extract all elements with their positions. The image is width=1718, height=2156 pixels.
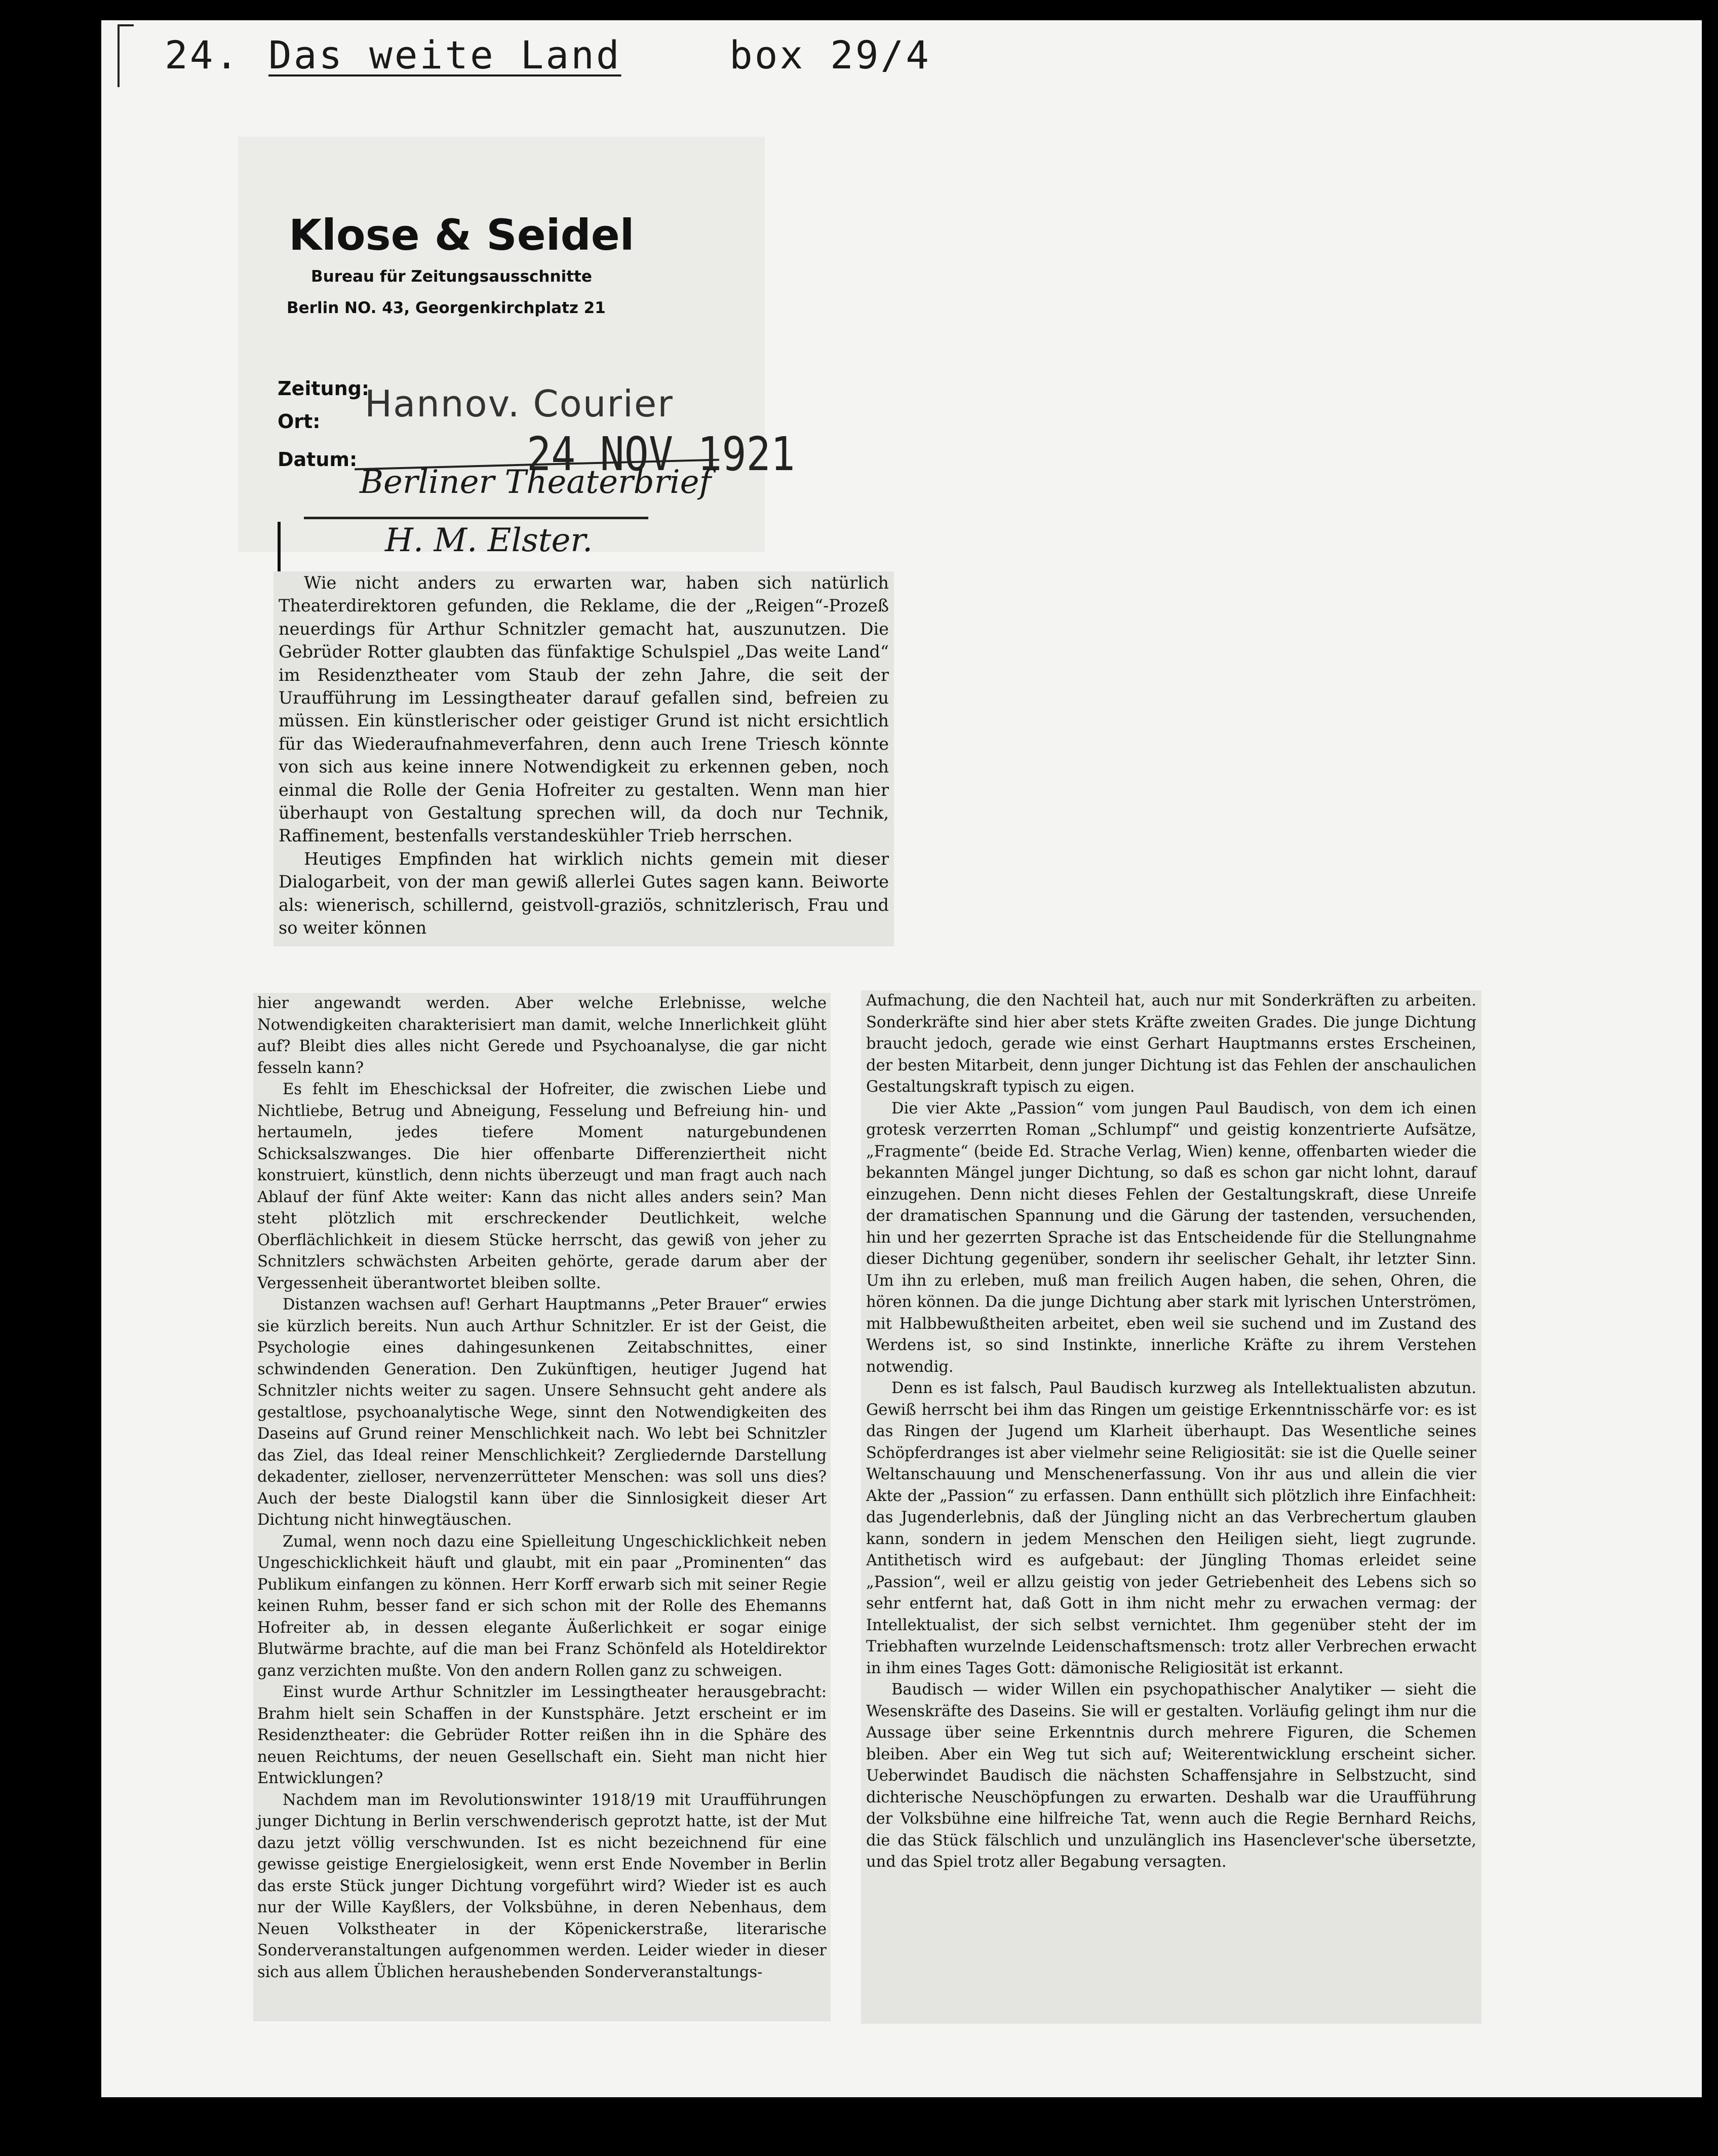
stamp-address: Berlin NO. 43, Georgenkirchplatz 21 <box>287 299 606 317</box>
handwritten-title: Berliner Theaterbrief <box>360 464 712 501</box>
article-paragraph: Wie nicht anders zu erwarten war, haben sich natürlich Theaterdirektoren gefunden, die Reklame, die der „Reigen“-Prozeß neuerdings für Arthur Schnitzler gemacht hat, auszunutzen. Die Gebrüder Rotter glaubten das fünfaktige Schulspiel „Das weite Land“ im Residenztheater vom Staub der zehn Jahre, die seit der Uraufführung im Lessingtheater darauf gefallen sind, befreien zu müssen. Ein künstlerischer oder geistiger Grund ist nicht ersichtlich für das Wiederaufnahmeverfahren, denn auch Irene Triesch könnte von sich aus keine innere Notwendigkeit zu erkennen geben, noch einmal die Rolle der Genia Hofreiter zu gestalten. Wenn man hier überhaupt von Gestaltung sprechen will, da doch nur Technik, Raffinement, bestenfalls verstandeskühler Trieb herrschen. <box>279 573 889 846</box>
label-place: Ort: <box>278 410 321 433</box>
article-paragraph: Baudisch — wider Willen ein psychopathischer Analytiker — sieht die Wesenskräfte des Daseins. Sie will er gestalten. Vorläufig gelingt ihm nur die Aussage über seine Erkenntnis durch mehrere Figuren, die Schemen bleiben. Aber ein Weg tut sich auf; Weiterentwicklung erscheint sicher. Ueberwindet Baudisch die nächsten Schaffensjahre in Selbstzucht, sind dichterische Neuschöpfungen zu erwarten. Deshalb war die Uraufführung der Volksbühne eine hilfreiche Tat, wenn auch die Regie Bernhard Reichs, die das Stück fälschlich und unzulänglich ins Hasenclever'sche übersetzte, und das Spiel trotz aller Begabung versagten. <box>866 1681 1476 1871</box>
corner-bracket <box>118 24 134 87</box>
article-paragraph: Zumal, wenn noch dazu eine Spielleitung Ungeschicklichkeit neben Ungeschicklichkeit häuft und glaubt, mit ein paar „Prominenten“ das Publikum einfangen zu können. Herr Korff erwarb sich mit seiner Regie keinen Ruhm, besser fand er sich schon mit der Rolle des Ehemanns Hofreiter ab, in dessen elegante Äußerlichkeit er sogar einige Blutwärme brachte, auf die man bei Franz Schönfeld als Hoteldirektor ganz verzichten mußte. Von den andern Rollen ganz zu schweigen. <box>257 1532 827 1680</box>
article-paragraph: Nachdem man im Revolutionswinter 1918/19 mit Uraufführungen junger Dichtung in Berlin verschwenderisch geprotzt hatte, ist der Mut dazu jetzt völlig verschwunden. Ist es nicht bezeichnend für eine gewisse geistige Energielosigkeit, wenn erst Ende November in Berlin das erste Stück junger Dichtung vorgeführt wird? Wieder ist es auch nur der Wille Kayßlers, der Volksbühne, in deren Nebenhaus, dem Neuen Volkstheater in der Köpenickerstraße, literarische Sonderveranstaltungen aufgenommen werden. Leider wieder in dieser sich aus allem Üblichen heraushebenden Sonderveranstaltungs- <box>257 1791 827 1981</box>
article-paragraph: Es fehlt im Eheschicksal der Hofreiter, die zwischen Liebe und Nichtliebe, Betrug und Abneigung, Fesselung und Befreiung hin- und hertaumeln, jedes tiefere Moment naturgebundenen Schicksalszwanges. Die hier offenbarte Differenziertheit nicht konstruiert, künstlich, denn nichts überzeugt und man fragt auch nach Ablauf der fünf Akte weiter: Kann das nicht alles anders sein? Man steht plötzlich mit erschreckender Deutlichkeit, welche Oberflächlichkeit in diesem Stücke herrscht, das gewiß von jeher zu Schnitzlers schwächsten Arbeiten gehörte, gerade darum aber der Vergessenheit überantwortet bleiben sollte. <box>257 1081 827 1292</box>
newspaper-name-stamp: Hannov. Courier <box>365 382 674 425</box>
handwritten-underline <box>304 517 648 519</box>
article-paragraph: Heutiges Empfinden hat wirklich nichts gemein mit dieser Dialogarbeit, von der man gewiß allerlei Gutes sagen kann. Beiworte als: wienerisch, schillernd, geistvoll-graziös, schnitzlerisch, Frau und so weiter können <box>279 849 889 938</box>
article-clip-right <box>861 990 1481 2024</box>
article-paragraph: Die vier Akte „Passion“ vom jungen Paul Baudisch, von dem ich einen grotesk verzerrten Roman „Schlumpf“ und geistig konzentrierte Aufsätze, „Fragmente“ (beide Ed. Strache Verlag, Wien) kenne, offenbarten wieder die bekannten Mängel junger Dichtung, so daß es schon gar nicht lohnt, darauf einzugehen. Denn nicht dieses Fehlen der Gestaltungskraft, diese Unreife der dramatischen Spannung und die Gärung der tastenden, versuchenden, hin und her gezerrten Sprache ist das Entscheidende für die Stellungnahme dieser Dichtung gegenüber, sondern ihr seelischer Gehalt, ihr letzter Sinn. Um ihn zu erleben, muß man freilich Augen haben, die sehen, Ohren, die hören können. Da die junge Dichtung aber stark mit lyrischen Unterströmen, mit Halbbewußtheiten arbeitet, eben weil sie suchend und im Zustand des Werdens ist, so sind Instinkte, innerliche Kräfte zu ihrem Verstehen notwendig. <box>866 1099 1476 1376</box>
stamp-company: Klose & Seidel <box>289 210 635 260</box>
article-paragraph: Einst wurde Arthur Schnitzler im Lessingtheater herausgebracht: Brahm hielt sein Schaffen in der Kunstsphäre. Jetzt erscheint er im Residenztheater: die Gebrüder Rotter reißen ihn in die Sphäre des neuen Reichtums, der neuen Gesellschaft ein. Sieht man nicht hier Entwicklungen? <box>257 1683 827 1787</box>
article-clip-top <box>274 571 894 946</box>
box-label: box 29/4 <box>729 32 931 78</box>
article-clip-left <box>253 993 831 2021</box>
stamp-subtitle: Bureau für Zeitungsausschnitte <box>311 267 592 286</box>
date-stamp: 24 NOV 1921 <box>527 427 795 481</box>
label-newspaper: Zeitung: <box>278 377 370 400</box>
handwritten-author: H. M. Elster. <box>385 522 593 559</box>
folder-title: Das weite Land <box>268 32 621 78</box>
page-number: 24. <box>165 32 241 78</box>
article-paragraph: Denn es ist falsch, Paul Baudisch kurzweg als Intellektualisten abzutun. Gewiß herrscht bei ihm das Ringen um geistige Erkenntnisschärfe vor: es ist das Ringen der Jugend um Klarheit überhaupt. Das Wesentliche seines Schöpferdranges ist aber vielmehr seine Religiosität: sie ist die Quelle seiner Weltanschauung und Menschenerfassung. Von ihr aus und allein die vier Akte der „Passion“ zu erfassen. Dann enthüllt sich plötzlich ihre Einfachheit: das Jugenderlebnis, daß der Jüngling nicht an das Verbrechertum glauben kann, sondern in jedem Menschen den Heiligen sieht, liegt zugrunde. Antithetisch wird es aufgebaut: der Jüngling Thomas erleidet seine „Passion“, weil er allzu geistig von jeder Getriebenheit des Lebens sich so sehr entfernt hat, daß Gott in ihm nicht mehr zu erwachen vermag: der Intellektualist, der sich selbst vernichtet. Ihm gegenüber steht der im Triebhaften wurzelnde Leidenschaftsmensch: trotz aller Verbrechen erwacht in ihm eines Tages Gott: dämonische Religiosität ist erkannt. <box>866 1379 1476 1677</box>
article-paragraph: Distanzen wachsen auf! Gerhart Hauptmanns „Peter Brauer“ erwies sie kürzlich bereits. Nun auch Arthur Schnitzler. Er ist der Geist, die Psychologie eines dahingesunkenen Zeitabschnittes, einer schwindenden Generation. Den Zukünftigen, heutiger Jugend hat Schnitzler nichts weiter zu sagen. Unsere Sehnsucht geht andere als gestaltlose, psychoanalytische Wege, sinnt den Notwendigkeiten des Daseins auf Grund reiner Menschlichkeit nach. Wo lebt bei Schnitzler das Ziel, das Ideal reiner Menschlichkeit? Zergliedernde Darstellung dekadenter, zielloser, nervenzerrütteter Menschen: was soll uns dies? Auch der beste Dialogstil kann über die Sinnlosigkeit dieser Art Dichtung nicht hinwegtäuschen. <box>257 1296 827 1529</box>
article-paragraph: Aufmachung, die den Nachteil hat, auch nur mit Sonderkräften zu arbeiten. Sonderkräfte sind hier aber stets Kräfte zweiten Grades. Die junge Dichtung braucht jedoch, gerade wie einst Gerhart Hauptmanns erstes Erscheinen, der besten Mitarbeit, denn junger Dichtung ist das Fehlen der anschaulichen Gestaltungskraft typisch zu eigen. <box>866 992 1476 1096</box>
article-paragraph: hier angewandt werden. Aber welche Erlebnisse, welche Notwendigkeiten charakterisiert man damit, welche Innerlichkeit glüht auf? Bleibt dies alles nicht Gerede und Psychoanalyse, die gar nicht fesseln kann? <box>257 994 827 1077</box>
label-date: Datum: <box>278 448 358 471</box>
